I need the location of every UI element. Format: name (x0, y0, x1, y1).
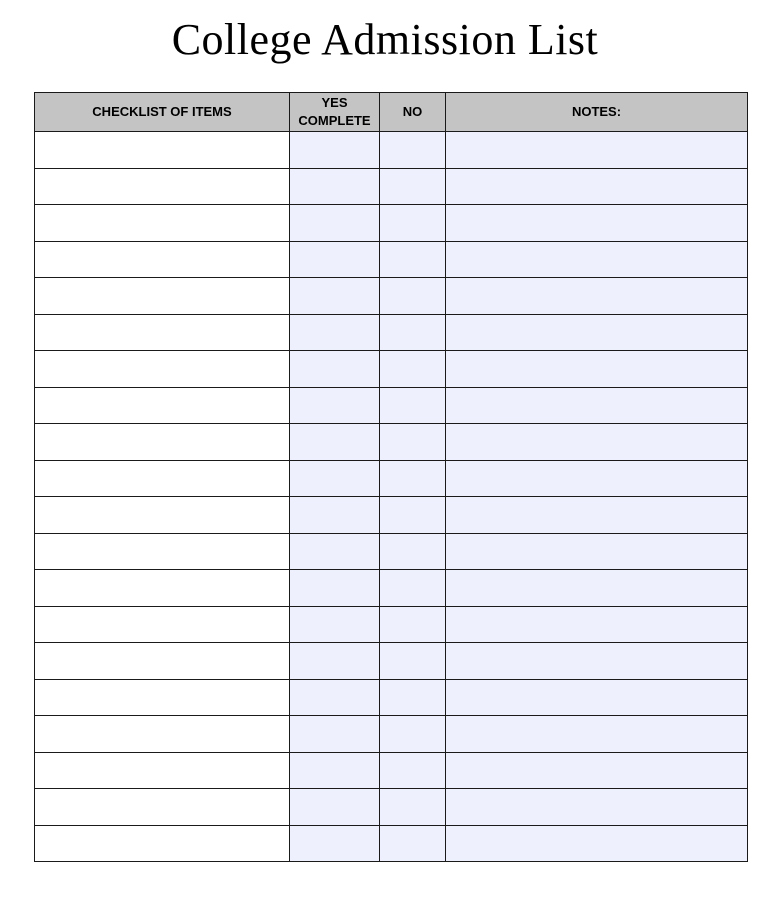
notes-cell[interactable] (446, 132, 748, 169)
item-cell[interactable] (35, 387, 290, 424)
no-cell[interactable] (380, 387, 446, 424)
yes-complete-cell[interactable] (290, 205, 380, 242)
table-row (35, 570, 748, 607)
item-cell[interactable] (35, 497, 290, 534)
no-cell[interactable] (380, 168, 446, 205)
no-cell[interactable] (380, 716, 446, 753)
notes-cell[interactable] (446, 424, 748, 461)
table-row (35, 825, 748, 862)
yes-complete-cell[interactable] (290, 241, 380, 278)
no-cell[interactable] (380, 241, 446, 278)
yes-complete-cell[interactable] (290, 825, 380, 862)
no-cell[interactable] (380, 497, 446, 534)
no-cell[interactable] (380, 424, 446, 461)
no-cell[interactable] (380, 789, 446, 826)
no-cell[interactable] (380, 570, 446, 607)
no-cell[interactable] (380, 679, 446, 716)
no-cell[interactable] (380, 205, 446, 242)
page-title: College Admission List (171, 15, 599, 64)
header-notes: NOTES: (446, 93, 748, 132)
item-cell[interactable] (35, 606, 290, 643)
notes-cell[interactable] (446, 533, 748, 570)
item-cell[interactable] (35, 205, 290, 242)
item-cell[interactable] (35, 314, 290, 351)
item-cell[interactable] (35, 789, 290, 826)
no-cell[interactable] (380, 606, 446, 643)
table-row (35, 314, 748, 351)
yes-complete-cell[interactable] (290, 497, 380, 534)
notes-cell[interactable] (446, 752, 748, 789)
no-cell[interactable] (380, 825, 446, 862)
table-row (35, 460, 748, 497)
notes-cell[interactable] (446, 168, 748, 205)
table-row (35, 679, 748, 716)
yes-complete-cell[interactable] (290, 351, 380, 388)
notes-cell[interactable] (446, 387, 748, 424)
item-cell[interactable] (35, 752, 290, 789)
header-yes-label: YES (321, 95, 348, 110)
table-row (35, 132, 748, 169)
notes-cell[interactable] (446, 351, 748, 388)
yes-complete-cell[interactable] (290, 752, 380, 789)
item-cell[interactable] (35, 424, 290, 461)
no-cell[interactable] (380, 643, 446, 680)
yes-complete-cell[interactable] (290, 387, 380, 424)
notes-cell[interactable] (446, 241, 748, 278)
notes-cell[interactable] (446, 497, 748, 534)
table-row (35, 533, 748, 570)
yes-complete-cell[interactable] (290, 716, 380, 753)
table-row (35, 278, 748, 315)
checklist-table (34, 92, 748, 862)
notes-cell[interactable] (446, 643, 748, 680)
yes-complete-cell[interactable] (290, 132, 380, 169)
item-cell[interactable] (35, 168, 290, 205)
item-cell[interactable] (35, 570, 290, 607)
item-cell[interactable] (35, 716, 290, 753)
checklist-rows (35, 132, 748, 862)
notes-cell[interactable] (446, 314, 748, 351)
table-row (35, 752, 748, 789)
no-cell[interactable] (380, 278, 446, 315)
no-cell[interactable] (380, 351, 446, 388)
yes-complete-cell[interactable] (290, 424, 380, 461)
item-cell[interactable] (35, 460, 290, 497)
header-complete-label: COMPLETE (298, 113, 371, 128)
no-cell[interactable] (380, 460, 446, 497)
table-row (35, 387, 748, 424)
item-cell[interactable] (35, 533, 290, 570)
table-row (35, 168, 748, 205)
notes-cell[interactable] (446, 789, 748, 826)
table-row (35, 789, 748, 826)
item-cell[interactable] (35, 643, 290, 680)
table-row (35, 424, 748, 461)
yes-complete-cell[interactable] (290, 643, 380, 680)
yes-complete-cell[interactable] (290, 679, 380, 716)
no-cell[interactable] (380, 132, 446, 169)
item-cell[interactable] (35, 679, 290, 716)
header-yes-complete (290, 93, 380, 132)
no-cell[interactable] (380, 314, 446, 351)
yes-complete-cell[interactable] (290, 314, 380, 351)
table-row (35, 716, 748, 753)
notes-cell[interactable] (446, 570, 748, 607)
no-cell[interactable] (380, 752, 446, 789)
yes-complete-cell[interactable] (290, 460, 380, 497)
table-header-row (35, 93, 748, 132)
notes-cell[interactable] (446, 278, 748, 315)
table-row (35, 241, 748, 278)
yes-complete-cell[interactable] (290, 533, 380, 570)
item-cell[interactable] (35, 825, 290, 862)
table-row (35, 606, 748, 643)
notes-cell[interactable] (446, 825, 748, 862)
yes-complete-cell[interactable] (290, 278, 380, 315)
header-no: NO (380, 93, 446, 132)
notes-cell[interactable] (446, 716, 748, 753)
table-row (35, 351, 748, 388)
yes-complete-cell[interactable] (290, 789, 380, 826)
yes-complete-cell[interactable] (290, 570, 380, 607)
table-row (35, 205, 748, 242)
notes-cell[interactable] (446, 606, 748, 643)
item-cell[interactable] (35, 351, 290, 388)
no-cell[interactable] (380, 533, 446, 570)
item-cell[interactable] (35, 132, 290, 169)
yes-complete-cell[interactable] (290, 606, 380, 643)
notes-cell[interactable] (446, 679, 748, 716)
notes-cell[interactable] (446, 205, 748, 242)
item-cell[interactable] (35, 278, 290, 315)
notes-cell[interactable] (446, 460, 748, 497)
header-checklist-of-items: CHECKLIST OF ITEMS (35, 93, 290, 132)
table-row (35, 497, 748, 534)
item-cell[interactable] (35, 241, 290, 278)
yes-complete-cell[interactable] (290, 168, 380, 205)
table-row (35, 643, 748, 680)
